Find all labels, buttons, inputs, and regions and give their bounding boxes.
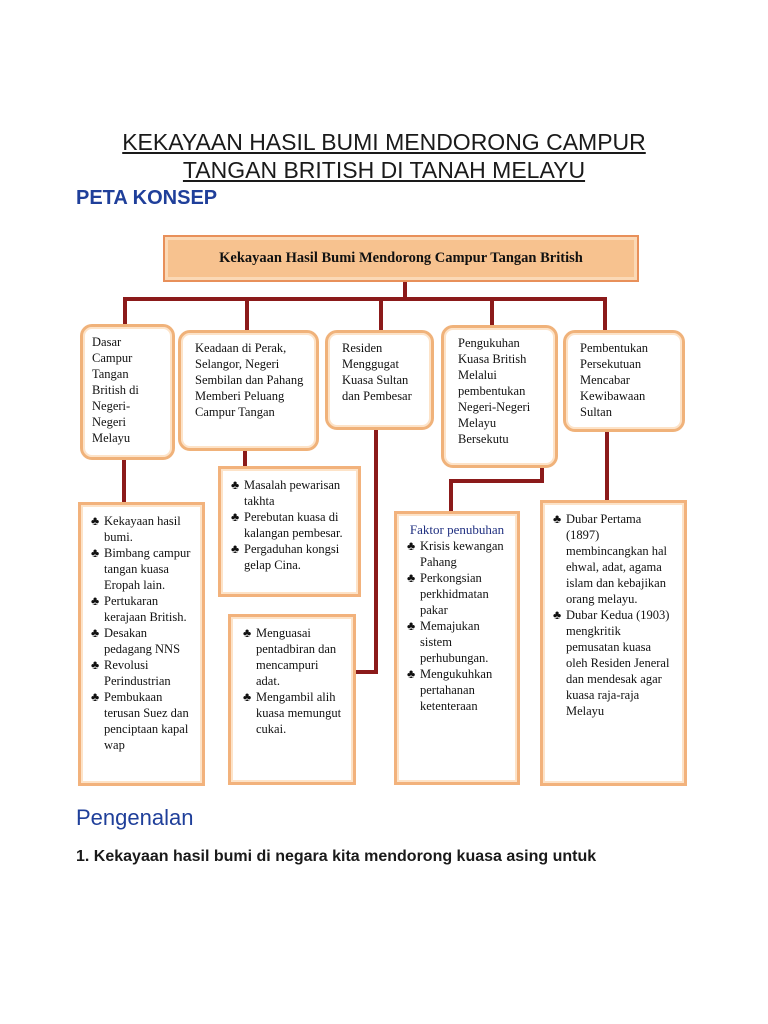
concept-root-node: Kekayaan Hasil Bumi Mendorong Campur Tangan British bbox=[163, 235, 639, 282]
branch-keadaan-label: Keadaan di Perak, Selangor, Negeri Sembilan dan Pahang Memberi Peluang Campur Tangan bbox=[195, 341, 304, 419]
detail-residen-item: ♣ Mengambil alih kuasa memungut cukai. bbox=[243, 689, 343, 737]
connector-residen-v bbox=[374, 428, 378, 674]
branch-pembentukan-label: Pembentukan Persekutuan Mencabar Kewibawaan Sultan bbox=[580, 341, 649, 419]
detail-keadaan bbox=[218, 466, 361, 597]
detail-faktor-item: ♣ Mengukuhkan pertahanan ketenteraan bbox=[407, 666, 507, 714]
title-line-1: KEKAYAAN HASIL BUMI MENDORONG CAMPUR bbox=[122, 129, 646, 155]
section-heading-pengenalan: Pengenalan bbox=[76, 805, 194, 830]
detail-dubar bbox=[540, 500, 687, 786]
branch-pengukuhan bbox=[441, 325, 558, 468]
detail-dubar-item: ♣ Dubar Kedua (1903) mengkritik pemusatan kuasa oleh Residen Jeneral dan mendesak agar kuasa raja-raja Melayu bbox=[553, 607, 674, 719]
detail-residen-item: ♣ Menguasai pentadbiran dan mencampuri adat. bbox=[243, 625, 343, 689]
connector-drop-2 bbox=[245, 297, 249, 333]
branch-dasar bbox=[80, 324, 175, 460]
connector-pengukuhan-v2 bbox=[449, 479, 453, 513]
detail-dasar-item: ♣ Kekayaan hasil bumi. bbox=[91, 513, 192, 545]
connector-horizontal bbox=[123, 297, 607, 301]
detail-dasar-item: ♣ Pembukaan terusan Suez dan penciptaan kapal wap bbox=[91, 689, 192, 753]
intro-paragraph: 1. Kekayaan hasil bumi di negara kita mendorong kuasa asing untuk bbox=[76, 848, 597, 865]
detail-dasar-item: ♣ Bimbang campur tangan kuasa Eropah lain. bbox=[91, 545, 192, 593]
connector-drop-1 bbox=[123, 297, 127, 327]
connector-pembentukan-detail bbox=[605, 431, 609, 502]
subtitle: PETA KONSEP bbox=[76, 187, 218, 209]
connector-residen-h bbox=[354, 670, 378, 674]
page-title bbox=[40, 128, 728, 184]
branch-pembentukan bbox=[563, 330, 685, 432]
detail-dasar-item: ♣ Revolusi Perindustrian bbox=[91, 657, 192, 689]
connector-dasar-detail bbox=[122, 458, 126, 504]
detail-faktor-item: ♣ Krisis kewangan Pahang bbox=[407, 538, 507, 570]
branch-residen bbox=[325, 330, 434, 430]
title-line-2: TANGAN BRITISH DI TANAH MELAYU bbox=[182, 157, 586, 183]
detail-dasar bbox=[78, 502, 205, 786]
detail-faktor-item: ♣ Perkongsian perkhidmatan pakar bbox=[407, 570, 507, 618]
branch-dasar-label: Dasar Campur Tangan British di Negeri-Negeri Melayu bbox=[92, 335, 139, 445]
connector-drop-3 bbox=[379, 297, 383, 331]
connector-drop-5 bbox=[603, 297, 607, 333]
branch-residen-label: Residen Menggugat Kuasa Sultan dan Pembesar bbox=[342, 341, 412, 403]
detail-faktor bbox=[394, 511, 520, 785]
detail-dubar-item: ♣ Dubar Pertama (1897) membincangkan hal ehwal, adat, agama islam dan kebajikan orang melayu. bbox=[553, 511, 674, 607]
detail-residen bbox=[228, 614, 356, 785]
detail-dasar-item: ♣ Desakan pedagang NNS bbox=[91, 625, 192, 657]
detail-dasar-item: ♣ Pertukaran kerajaan British. bbox=[91, 593, 192, 625]
detail-keadaan-item: ♣ Perebutan kuasa di kalangan pembesar. bbox=[231, 509, 348, 541]
faktor-title: Faktor penubuhan bbox=[409, 522, 505, 537]
connector-drop-4 bbox=[490, 297, 494, 327]
detail-keadaan-item: ♣ Pergaduhan kongsi gelap Cina. bbox=[231, 541, 348, 573]
branch-pengukuhan-label: Pengukuhan Kuasa British Melalui pembentukan Negeri-Negeri Melayu Bersekutu bbox=[458, 336, 531, 446]
detail-faktor-item: ♣ Memajukan sistem perhubungan. bbox=[407, 618, 507, 666]
detail-keadaan-item: ♣ Masalah pewarisan takhta bbox=[231, 477, 348, 509]
branch-keadaan bbox=[178, 330, 319, 451]
connector-pengukuhan-h bbox=[449, 479, 544, 483]
